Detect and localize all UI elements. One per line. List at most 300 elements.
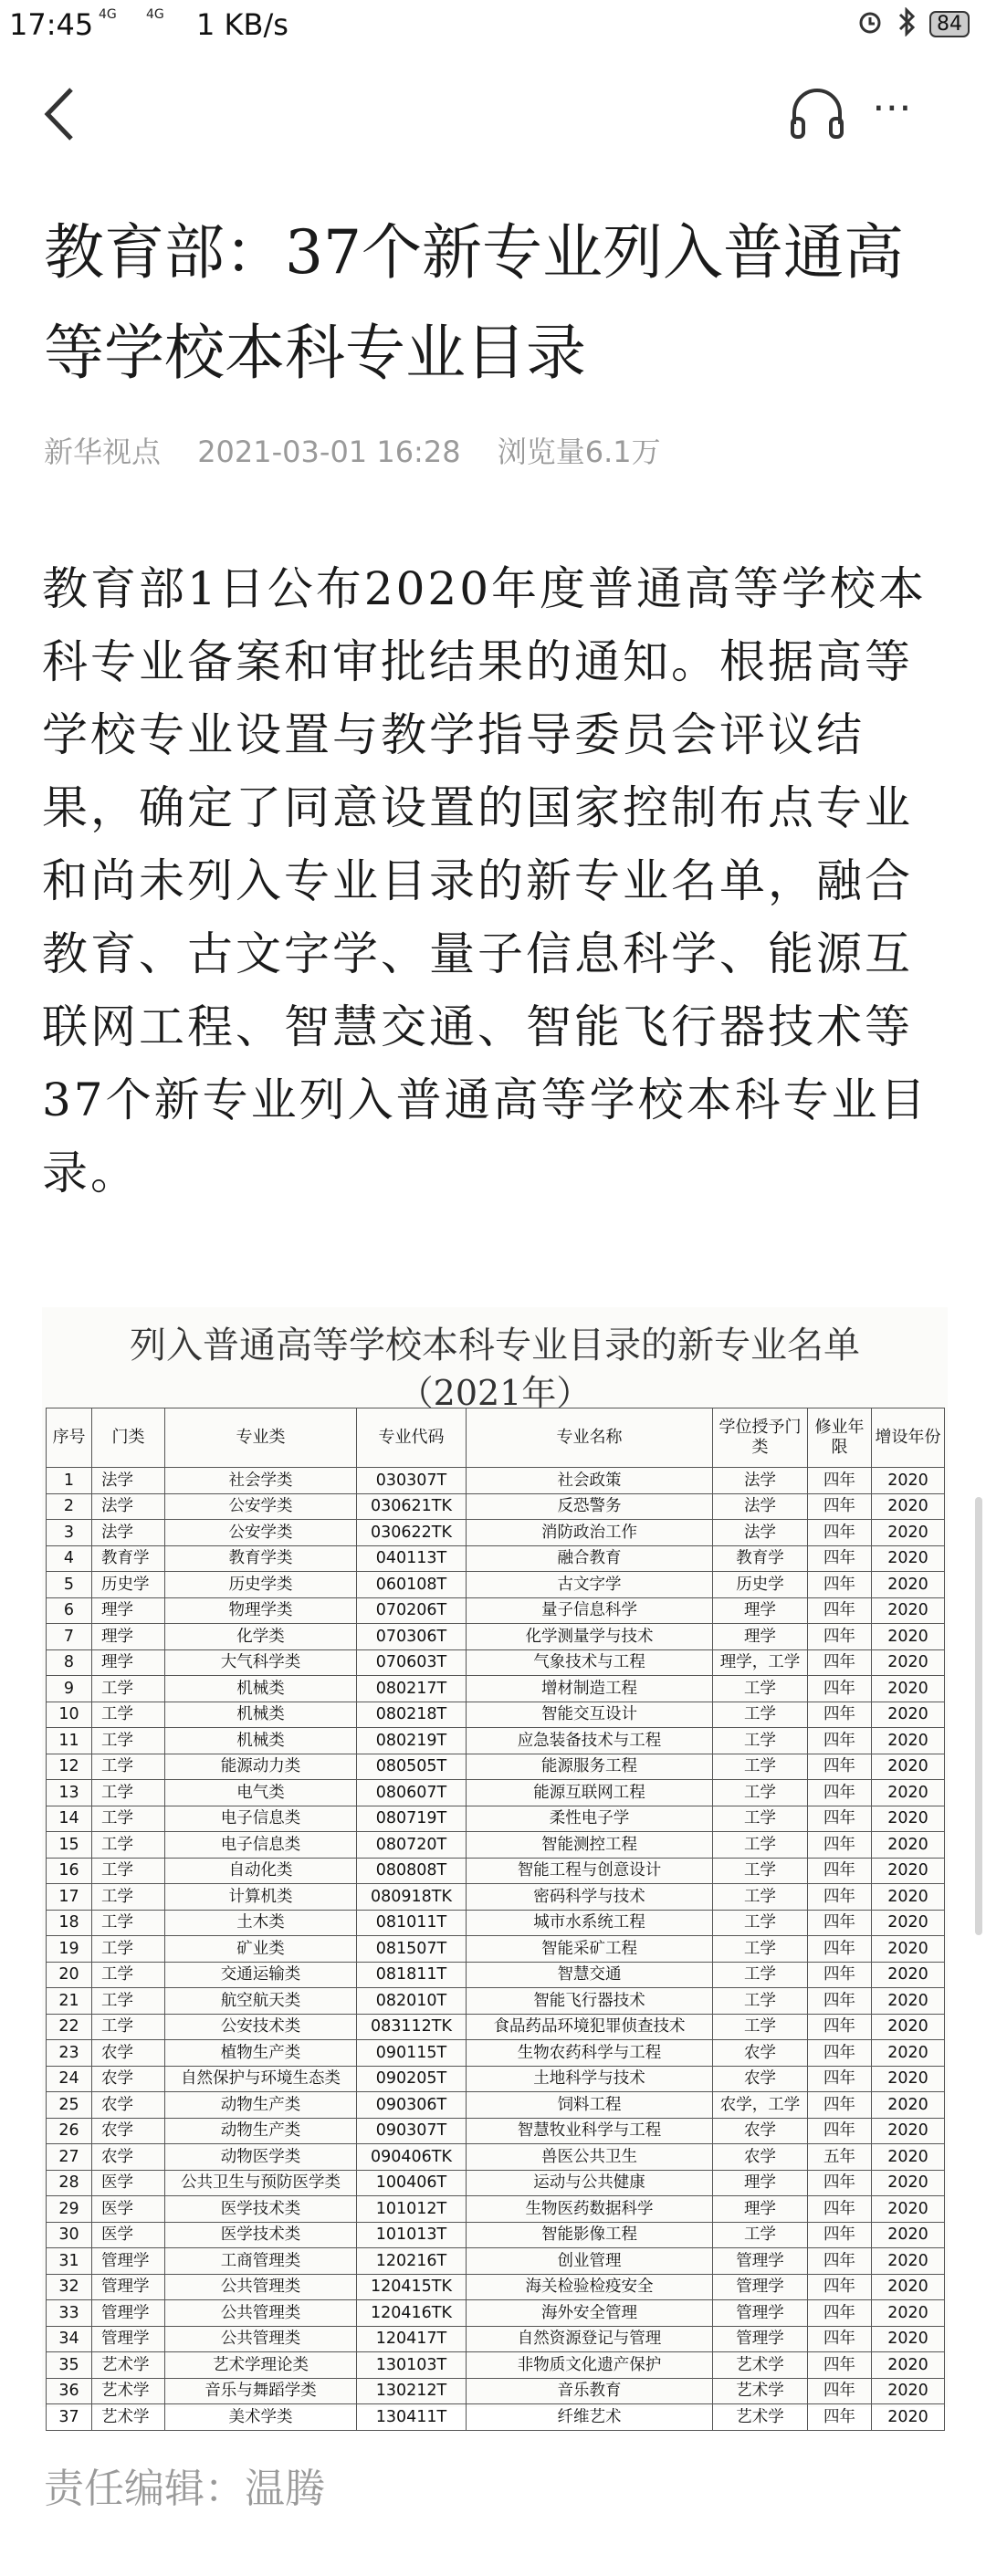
status-right: [856, 7, 970, 40]
row-added-year: 2020: [872, 2144, 945, 2171]
row-code: 080720T: [357, 1832, 467, 1859]
row-class: 电子信息类: [165, 1832, 357, 1859]
table-header-row: [47, 1408, 945, 1468]
row-code: 070603T: [357, 1649, 467, 1676]
row-category: 法学: [92, 1520, 165, 1546]
row-years: 四年: [808, 1884, 872, 1911]
row-years: 五年: [808, 2144, 872, 2171]
row-added-year: 2020: [872, 1962, 945, 1988]
header-index: 序号: [47, 1408, 92, 1468]
row-index: 23: [47, 2040, 92, 2067]
row-name: 海关检验检疫安全: [467, 2274, 713, 2300]
scrollbar[interactable]: [975, 1497, 982, 1935]
row-name: 食品药品环境犯罪侦查技术: [467, 2014, 713, 2040]
row-class: 化学类: [165, 1624, 357, 1650]
row-degree: 理学: [713, 1624, 808, 1650]
row-added-year: 2020: [872, 1676, 945, 1702]
table-row: [47, 2326, 945, 2352]
row-degree: 工学: [713, 1910, 808, 1936]
row-years: 四年: [808, 1572, 872, 1598]
row-class: 动物生产类: [165, 2118, 357, 2144]
row-name: 智能测控工程: [467, 1832, 713, 1859]
row-added-year: 2020: [872, 2222, 945, 2248]
header-years: 修业年限: [808, 1408, 872, 1468]
row-index: 5: [47, 1572, 92, 1598]
row-index: 10: [47, 1702, 92, 1728]
row-added-year: 2020: [872, 2352, 945, 2379]
row-class: 教育学类: [165, 1545, 357, 1572]
row-index: 4: [47, 1545, 92, 1572]
row-class: 音乐与舞蹈学类: [165, 2378, 357, 2404]
row-class: 航空航天类: [165, 1988, 357, 2015]
row-name: 创业管理: [467, 2248, 713, 2275]
row-category: 工学: [92, 1884, 165, 1911]
row-added-year: 2020: [872, 1520, 945, 1546]
row-class: 矿业类: [165, 1936, 357, 1963]
row-added-year: 2020: [872, 1468, 945, 1494]
row-index: 9: [47, 1676, 92, 1702]
row-degree: 理学: [713, 2196, 808, 2223]
row-index: 27: [47, 2144, 92, 2171]
row-degree: 理学: [713, 1597, 808, 1624]
row-added-year: 2020: [872, 1572, 945, 1598]
table-row: [47, 2274, 945, 2300]
row-added-year: 2020: [872, 1832, 945, 1859]
alarm-icon: [856, 8, 884, 39]
row-category: 工学: [92, 2014, 165, 2040]
row-class: 电气类: [165, 1780, 357, 1806]
table-row: [47, 2092, 945, 2119]
row-class: 土木类: [165, 1910, 357, 1936]
table-row: [47, 2066, 945, 2092]
article-editor: 责任编辑：温腾: [44, 2466, 325, 2512]
row-name: 化学测量学与技术: [467, 1624, 713, 1650]
table-row: [47, 2248, 945, 2275]
row-index: 18: [47, 1910, 92, 1936]
row-degree: 管理学: [713, 2274, 808, 2300]
row-degree: 法学: [713, 1468, 808, 1494]
table-row: [47, 1832, 945, 1859]
table-row: [47, 1728, 945, 1754]
row-category: 工学: [92, 1806, 165, 1832]
row-added-year: 2020: [872, 2040, 945, 2067]
row-code: 101013T: [357, 2222, 467, 2248]
row-class: 大气科学类: [165, 1649, 357, 1676]
row-index: 33: [47, 2300, 92, 2327]
row-class: 公共卫生与预防医学类: [165, 2170, 357, 2196]
table-row: [47, 2014, 945, 2040]
row-name: 应急装备技术与工程: [467, 1728, 713, 1754]
row-years: 四年: [808, 1780, 872, 1806]
row-added-year: 2020: [872, 1597, 945, 1624]
row-index: 20: [47, 1962, 92, 1988]
row-added-year: 2020: [872, 2196, 945, 2223]
row-category: 管理学: [92, 2248, 165, 2275]
article-views: 浏览量6.1万: [497, 435, 661, 469]
row-code: 081507T: [357, 1936, 467, 1963]
row-index: 7: [47, 1624, 92, 1650]
row-class: 公安学类: [165, 1520, 357, 1546]
row-code: 083112TK: [357, 2014, 467, 2040]
row-added-year: 2020: [872, 1806, 945, 1832]
row-class: 自动化类: [165, 1858, 357, 1884]
row-category: 农学: [92, 2118, 165, 2144]
row-degree: 工学: [713, 1702, 808, 1728]
row-category: 工学: [92, 1832, 165, 1859]
article-source[interactable]: 新华视点: [44, 435, 162, 469]
row-code: 030621TK: [357, 1493, 467, 1520]
table-row: [47, 1910, 945, 1936]
row-added-year: 2020: [872, 2170, 945, 2196]
row-category: 农学: [92, 2040, 165, 2067]
row-code: 090205T: [357, 2066, 467, 2092]
row-index: 24: [47, 2066, 92, 2092]
row-years: 四年: [808, 1649, 872, 1676]
table-row: [47, 2144, 945, 2171]
row-added-year: 2020: [872, 1649, 945, 1676]
row-class: 公共管理类: [165, 2274, 357, 2300]
table-row: [47, 1858, 945, 1884]
row-index: 1: [47, 1468, 92, 1494]
row-category: 管理学: [92, 2326, 165, 2352]
row-index: 15: [47, 1832, 92, 1859]
row-category: 管理学: [92, 2300, 165, 2327]
row-years: 四年: [808, 1702, 872, 1728]
row-years: 四年: [808, 1936, 872, 1963]
table-row: [47, 1884, 945, 1911]
row-class: 医学技术类: [165, 2196, 357, 2223]
row-name: 智慧交通: [467, 1962, 713, 1988]
row-years: 四年: [808, 2300, 872, 2327]
row-added-year: 2020: [872, 1988, 945, 2015]
row-added-year: 2020: [872, 1624, 945, 1650]
headphones-icon[interactable]: [785, 80, 849, 144]
row-code: 040113T: [357, 1545, 467, 1572]
table-row: [47, 1806, 945, 1832]
row-category: 工学: [92, 1988, 165, 2015]
table-row: [47, 1493, 945, 1520]
row-code: 130212T: [357, 2378, 467, 2404]
row-index: 13: [47, 1780, 92, 1806]
row-class: 艺术学理论类: [165, 2352, 357, 2379]
row-name: 生物农药科学与工程: [467, 2040, 713, 2067]
status-time: 17:45: [9, 7, 94, 42]
row-degree: 工学: [713, 1728, 808, 1754]
row-category: 工学: [92, 1962, 165, 1988]
row-added-year: 2020: [872, 2014, 945, 2040]
row-name: 音乐教育: [467, 2378, 713, 2404]
row-degree: 工学: [713, 1988, 808, 2015]
row-class: 机械类: [165, 1728, 357, 1754]
row-code: 100406T: [357, 2170, 467, 2196]
row-name: 纤维艺术: [467, 2404, 713, 2431]
row-code: 120417T: [357, 2326, 467, 2352]
table-row: [47, 1572, 945, 1598]
row-years: 四年: [808, 2326, 872, 2352]
row-name: 智能工程与创意设计: [467, 1858, 713, 1884]
row-category: 工学: [92, 1702, 165, 1728]
row-name: 海外安全管理: [467, 2300, 713, 2327]
row-years: 四年: [808, 1468, 872, 1494]
top-nav: [0, 53, 986, 172]
row-name: 能源互联网工程: [467, 1780, 713, 1806]
table-title: 列入普通高等学校本科专业目录的新专业名单: [130, 1325, 860, 1367]
row-added-year: 2020: [872, 2066, 945, 2092]
row-years: 四年: [808, 1988, 872, 2015]
status-bar: [0, 0, 986, 53]
row-code: 090306T: [357, 2092, 467, 2119]
row-years: 四年: [808, 1858, 872, 1884]
row-degree: 艺术学: [713, 2404, 808, 2431]
network-indicator-2: 4G: [146, 7, 164, 22]
header-added-year: 增设年份: [872, 1408, 945, 1468]
row-name: 土地科学与技术: [467, 2066, 713, 2092]
article-body: 教育部1日公布2020年度普通高等学校本科专业备案和审批结果的通知。根据高等学校专业设置与教学指导委员会评议结果，确定了同意设置的国家控制布点专业和尚未列入专业目录的新专业名单，融合教育、古文字学、量子信息科学、能源互联网工程、智慧交通、智能飞行器技术等37个新专业列入普通高等学校本科专业目录。: [42, 562, 928, 1199]
row-degree: 理学，工学: [713, 1649, 808, 1676]
row-code: 090307T: [357, 2118, 467, 2144]
bluetooth-icon: [897, 7, 917, 40]
row-name: 城市水系统工程: [467, 1910, 713, 1936]
row-code: 080505T: [357, 1754, 467, 1780]
row-category: 理学: [92, 1649, 165, 1676]
network-indicator-1: 4G: [99, 7, 117, 22]
row-years: 四年: [808, 2222, 872, 2248]
row-code: 081811T: [357, 1962, 467, 1988]
row-degree: 工学: [713, 1806, 808, 1832]
row-category: 医学: [92, 2196, 165, 2223]
table-row: [47, 1936, 945, 1963]
row-code: 080217T: [357, 1676, 467, 1702]
row-name: 智能飞行器技术: [467, 1988, 713, 2015]
row-code: 030307T: [357, 1468, 467, 1494]
row-index: 36: [47, 2378, 92, 2404]
row-category: 工学: [92, 1780, 165, 1806]
row-code: 080808T: [357, 1858, 467, 1884]
row-degree: 工学: [713, 1962, 808, 1988]
row-years: 四年: [808, 1910, 872, 1936]
row-code: 080918TK: [357, 1884, 467, 1911]
row-years: 四年: [808, 1832, 872, 1859]
row-degree: 农学: [713, 2144, 808, 2171]
row-index: 11: [47, 1728, 92, 1754]
row-added-year: 2020: [872, 2326, 945, 2352]
row-name: 智能采矿工程: [467, 1936, 713, 1963]
row-years: 四年: [808, 1520, 872, 1546]
row-name: 能源服务工程: [467, 1754, 713, 1780]
row-years: 四年: [808, 1545, 872, 1572]
row-category: 法学: [92, 1493, 165, 1520]
row-years: 四年: [808, 1676, 872, 1702]
row-years: 四年: [808, 1493, 872, 1520]
article-date: 2021-03-01 16:28: [197, 435, 461, 469]
table-row: [47, 1754, 945, 1780]
row-degree: 工学: [713, 1832, 808, 1859]
row-years: 四年: [808, 2274, 872, 2300]
row-degree: 艺术学: [713, 2378, 808, 2404]
table-row: [47, 1597, 945, 1624]
row-class: 公安学类: [165, 1493, 357, 1520]
row-code: 120416TK: [357, 2300, 467, 2327]
row-name: 增材制造工程: [467, 1676, 713, 1702]
row-category: 艺术学: [92, 2404, 165, 2431]
table-row: [47, 1988, 945, 2015]
row-class: 交通运输类: [165, 1962, 357, 1988]
row-added-year: 2020: [872, 1702, 945, 1728]
row-added-year: 2020: [872, 1728, 945, 1754]
row-degree: 管理学: [713, 2326, 808, 2352]
row-code: 060108T: [357, 1572, 467, 1598]
row-index: 17: [47, 1884, 92, 1911]
row-years: 四年: [808, 1754, 872, 1780]
table-row: [47, 2222, 945, 2248]
row-added-year: 2020: [872, 2404, 945, 2431]
row-class: 机械类: [165, 1702, 357, 1728]
row-class: 能源动力类: [165, 1754, 357, 1780]
row-years: 四年: [808, 2170, 872, 2196]
row-class: 历史学类: [165, 1572, 357, 1598]
table-body: [47, 1468, 945, 2431]
article-title: 教育部：37个新专业列入普通高等学校本科专业目录: [44, 217, 904, 388]
row-added-year: 2020: [872, 1780, 945, 1806]
row-class: 电子信息类: [165, 1806, 357, 1832]
row-added-year: 2020: [872, 1754, 945, 1780]
row-category: 管理学: [92, 2274, 165, 2300]
row-added-year: 2020: [872, 2378, 945, 2404]
row-added-year: 2020: [872, 1493, 945, 1520]
row-category: 工学: [92, 1858, 165, 1884]
table-row: [47, 2040, 945, 2067]
row-code: 090406TK: [357, 2144, 467, 2171]
row-years: 四年: [808, 2248, 872, 2275]
row-index: 26: [47, 2118, 92, 2144]
table-row: [47, 1676, 945, 1702]
row-years: 四年: [808, 1624, 872, 1650]
row-class: 公共管理类: [165, 2300, 357, 2327]
row-index: 16: [47, 1858, 92, 1884]
row-index: 8: [47, 1649, 92, 1676]
row-added-year: 2020: [872, 2274, 945, 2300]
row-category: 法学: [92, 1468, 165, 1494]
table-row: [47, 2352, 945, 2379]
header-name: 专业名称: [467, 1408, 713, 1468]
table-row: [47, 2378, 945, 2404]
row-degree: 管理学: [713, 2300, 808, 2327]
row-category: 工学: [92, 1910, 165, 1936]
row-years: 四年: [808, 1728, 872, 1754]
row-category: 艺术学: [92, 2352, 165, 2379]
back-icon[interactable]: [37, 82, 82, 146]
row-years: 四年: [808, 2352, 872, 2379]
row-code: 080219T: [357, 1728, 467, 1754]
row-name: 非物质文化遗产保护: [467, 2352, 713, 2379]
row-index: 14: [47, 1806, 92, 1832]
row-name: 消防政治工作: [467, 1520, 713, 1546]
row-class: 物理学类: [165, 1597, 357, 1624]
row-index: 12: [47, 1754, 92, 1780]
row-code: 070306T: [357, 1624, 467, 1650]
row-added-year: 2020: [872, 1936, 945, 1963]
header-degree: 学位授予门类: [713, 1408, 808, 1468]
header-category: 门类: [92, 1408, 165, 1468]
row-category: 农学: [92, 2092, 165, 2119]
row-class: 计算机类: [165, 1884, 357, 1911]
header-code: 专业代码: [357, 1408, 467, 1468]
row-code: 101012T: [357, 2196, 467, 2223]
row-degree: 农学: [713, 2118, 808, 2144]
row-years: 四年: [808, 2040, 872, 2067]
table-row: [47, 1545, 945, 1572]
row-index: 25: [47, 2092, 92, 2119]
row-index: 22: [47, 2014, 92, 2040]
row-category: 医学: [92, 2222, 165, 2248]
row-years: 四年: [808, 2404, 872, 2431]
row-name: 自然资源登记与管理: [467, 2326, 713, 2352]
majors-table: [46, 1408, 945, 2431]
row-name: 柔性电子学: [467, 1806, 713, 1832]
row-degree: 法学: [713, 1520, 808, 1546]
row-code: 082010T: [357, 1988, 467, 2015]
row-category: 历史学: [92, 1572, 165, 1598]
row-category: 医学: [92, 2170, 165, 2196]
row-class: 机械类: [165, 1676, 357, 1702]
row-name: 气象技术与工程: [467, 1649, 713, 1676]
row-index: 2: [47, 1493, 92, 1520]
row-name: 智能影像工程: [467, 2222, 713, 2248]
row-degree: 工学: [713, 1884, 808, 1911]
row-category: 工学: [92, 1728, 165, 1754]
table-row: [47, 1649, 945, 1676]
row-class: 工商管理类: [165, 2248, 357, 2275]
row-code: 080607T: [357, 1780, 467, 1806]
row-years: 四年: [808, 1597, 872, 1624]
row-index: 6: [47, 1597, 92, 1624]
row-index: 28: [47, 2170, 92, 2196]
row-degree: 农学: [713, 2040, 808, 2067]
row-degree: 教育学: [713, 1545, 808, 1572]
table-row: [47, 1624, 945, 1650]
row-degree: 法学: [713, 1493, 808, 1520]
row-index: 30: [47, 2222, 92, 2248]
row-category: 艺术学: [92, 2378, 165, 2404]
article-meta: [44, 429, 688, 471]
row-index: 29: [47, 2196, 92, 2223]
row-code: 030622TK: [357, 1520, 467, 1546]
row-code: 090115T: [357, 2040, 467, 2067]
row-category: 理学: [92, 1624, 165, 1650]
row-index: 34: [47, 2326, 92, 2352]
row-class: 公安技术类: [165, 2014, 357, 2040]
table-row: [47, 2170, 945, 2196]
row-years: 四年: [808, 2118, 872, 2144]
network-speed: 1 KB/s: [196, 7, 288, 42]
row-code: 070206T: [357, 1597, 467, 1624]
row-code: 130411T: [357, 2404, 467, 2431]
row-code: 120415TK: [357, 2274, 467, 2300]
row-degree: 管理学: [713, 2248, 808, 2275]
row-index: 35: [47, 2352, 92, 2379]
table-subtitle: （2021年）: [398, 1373, 592, 1413]
table-row: [47, 1702, 945, 1728]
row-years: 四年: [808, 2196, 872, 2223]
majors-table-image[interactable]: [42, 1307, 948, 2426]
row-years: 四年: [808, 2092, 872, 2119]
row-index: 31: [47, 2248, 92, 2275]
more-icon[interactable]: ⋯: [872, 84, 916, 131]
row-name: 生物医药数据科学: [467, 2196, 713, 2223]
row-years: 四年: [808, 2378, 872, 2404]
row-name: 饲料工程: [467, 2092, 713, 2119]
row-added-year: 2020: [872, 1858, 945, 1884]
